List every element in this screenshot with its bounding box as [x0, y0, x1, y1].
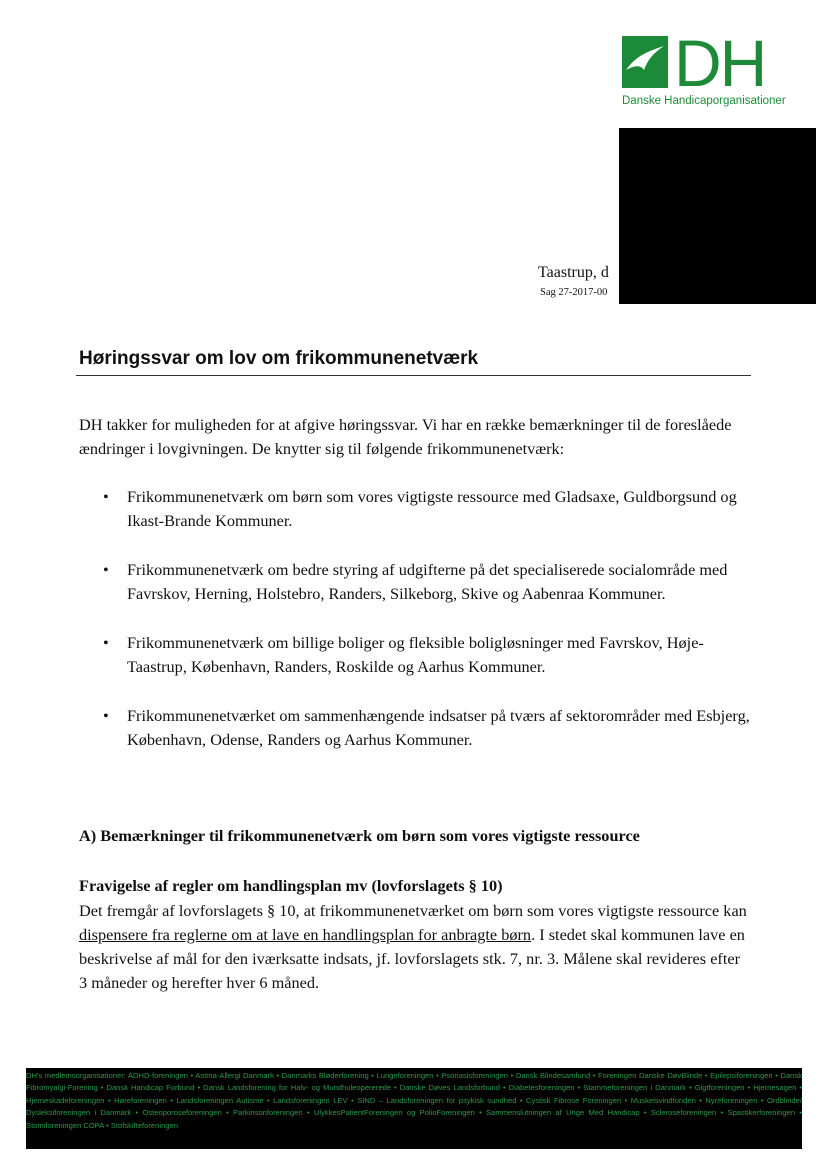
- bird-icon: [622, 36, 668, 88]
- list-item-text: Frikommunenetværk om billige boliger og fleksible boligløsninger med Favrskov, Høje-Taastrup, København, Randers, Roskilde og Aarhus Kommuner.: [127, 633, 704, 676]
- paragraph-text: . I stedet skal kommunen lave en beskrivelse af mål for den iværksatte indsats, jf. lovforslagets stk. 7, nr. 3. Målene skal revideres efter 3 måneder og herefter hver 6 måned.: [79, 925, 745, 992]
- logo-letters: DH: [674, 26, 766, 100]
- bullet-icon: •: [103, 633, 109, 652]
- list-item: [79, 631, 751, 679]
- network-list: [79, 485, 751, 777]
- list-item-text: Frikommunenetværket om sammenhængende indsatser på tværs af sektorområder med Esbjerg, København, Odense, Randers og Aarhus Kommuner.: [127, 706, 750, 749]
- logo-subtitle: Danske Handicaporganisationer: [622, 95, 786, 107]
- redaction-block: [619, 128, 816, 304]
- list-item: [79, 704, 751, 752]
- list-item-text: Frikommunenetværk om bedre styring af udgifterne på det specialiserede socialområde med Favrskov, Herning, Holstebro, Randers, Silkeborg, Skive og Aabenraa Kommuner.: [127, 560, 728, 603]
- dh-logo: [622, 26, 790, 112]
- section-heading: A) Bemærkninger til frikommunenetværk om børn som vores vigtigste ressource: [79, 826, 640, 845]
- list-item: [79, 485, 751, 533]
- list-item-text: Frikommunenetværk om børn som vores vigtigste ressource med Gladsaxe, Guldborgsund og Ikast-Brande Kommuner.: [127, 487, 737, 530]
- bullet-icon: •: [103, 560, 109, 579]
- place-date: Taastrup, d: [538, 264, 609, 281]
- intro-paragraph: DH takker for muligheden for at afgive høringssvar. Vi har en række bemærkninger til de foreslåede ændringer i lovgivningen. De knytter sig til følgende frikommunenetværk:: [79, 415, 732, 458]
- subsection-paragraph: [79, 899, 751, 995]
- member-organisations-footer: DH's medlemsorganisationer: ADHD-foreningen • Astma-Allergi Danmark • Danmarks Bløderforening • Lungeforeningen • Psoriasisforeningen • Dansk Blindesamfund • Foreningen Danske DøvBlinde • Epilepsiforeningen • Dansk Fibromyalgi-Forening • Dansk Handicap Forbund • Dansk Landsforening for Halv- og Mundhuleopererede • Danske Døves Landsforbund • Diabetesforeningen • Stammeforeningen i Danmark • Gigtforeningen • Hjernesagen • Hjerneskadeforeningen • Høreforeningen • Landsforeningen Autisme • Landsforeningen LEV • SIND – Landsforeningen for psykisk sundhed • Cystisk Fibrose Foreningen • Muskelsvindfonden • Nyreforeningen • Ordblinde/ Dysleksiforeningen i Danmark • Osteoporoseforeningen • Parkinsonforeningen • UlykkesPatientForeningen og PolioForeningen • Sammenslutningen af Unge Med Handicap • Scleroseforeningen • Spastikerforeningen • Stomiforeningen COPA • Stofskifteforeningen: [26, 1068, 802, 1149]
- underlined-text: dispensere fra reglerne om at lave en handlingsplan for anbragte børn: [79, 925, 532, 944]
- page-title: Høringssvar om lov om frikommunenetværk: [79, 348, 479, 369]
- list-item: [79, 558, 751, 606]
- subsection-heading: Fravigelse af regler om handlingsplan mv (lovforslagets § 10): [79, 876, 503, 895]
- case-number: Sag 27-2017-00: [540, 287, 608, 298]
- title-divider: [76, 375, 751, 376]
- bullet-icon: •: [103, 487, 109, 506]
- bullet-icon: •: [103, 706, 109, 725]
- paragraph-text: Det fremgår af lovforslagets § 10, at frikommunenetværket om børn som vores vigtigste ressource kan: [79, 901, 747, 920]
